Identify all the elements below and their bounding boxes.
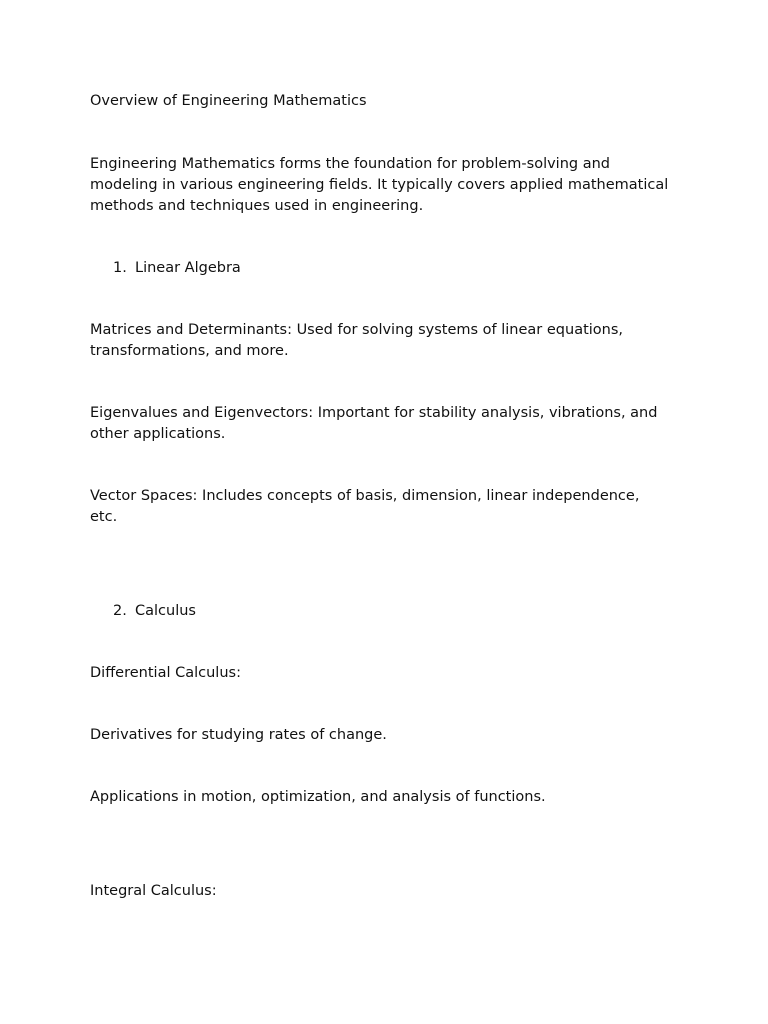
section-number: 2. bbox=[113, 603, 127, 619]
paragraph-matrices: Matrices and Determinants: Used for solving systems of linear equations, transformations, and more. bbox=[90, 322, 624, 359]
section-title: Calculus bbox=[135, 603, 196, 619]
document-title: Overview of Engineering Mathematics bbox=[90, 93, 367, 109]
paragraph-differential-calculus: Differential Calculus: bbox=[90, 665, 241, 681]
paragraph-derivatives: Derivatives for studying rates of change. bbox=[90, 727, 387, 743]
paragraph-vector-spaces: Vector Spaces: Includes concepts of basis, dimension, linear independence, etc. bbox=[90, 488, 640, 525]
paragraph-integral-calculus: Integral Calculus: bbox=[90, 883, 217, 899]
section-heading-linear-algebra bbox=[113, 258, 241, 279]
paragraph-applications: Applications in motion, optimization, and analysis of functions. bbox=[90, 789, 546, 805]
section-heading-calculus bbox=[113, 601, 196, 622]
section-number: 1. bbox=[113, 260, 127, 276]
intro-paragraph: Engineering Mathematics forms the foundation for problem-solving and modeling in various engineering fields. It typically covers applied mathematical methods and techniques used in engineering. bbox=[90, 156, 669, 214]
section-title: Linear Algebra bbox=[135, 260, 241, 276]
paragraph-eigenvalues: Eigenvalues and Eigenvectors: Important for stability analysis, vibrations, and other applications. bbox=[90, 405, 658, 442]
